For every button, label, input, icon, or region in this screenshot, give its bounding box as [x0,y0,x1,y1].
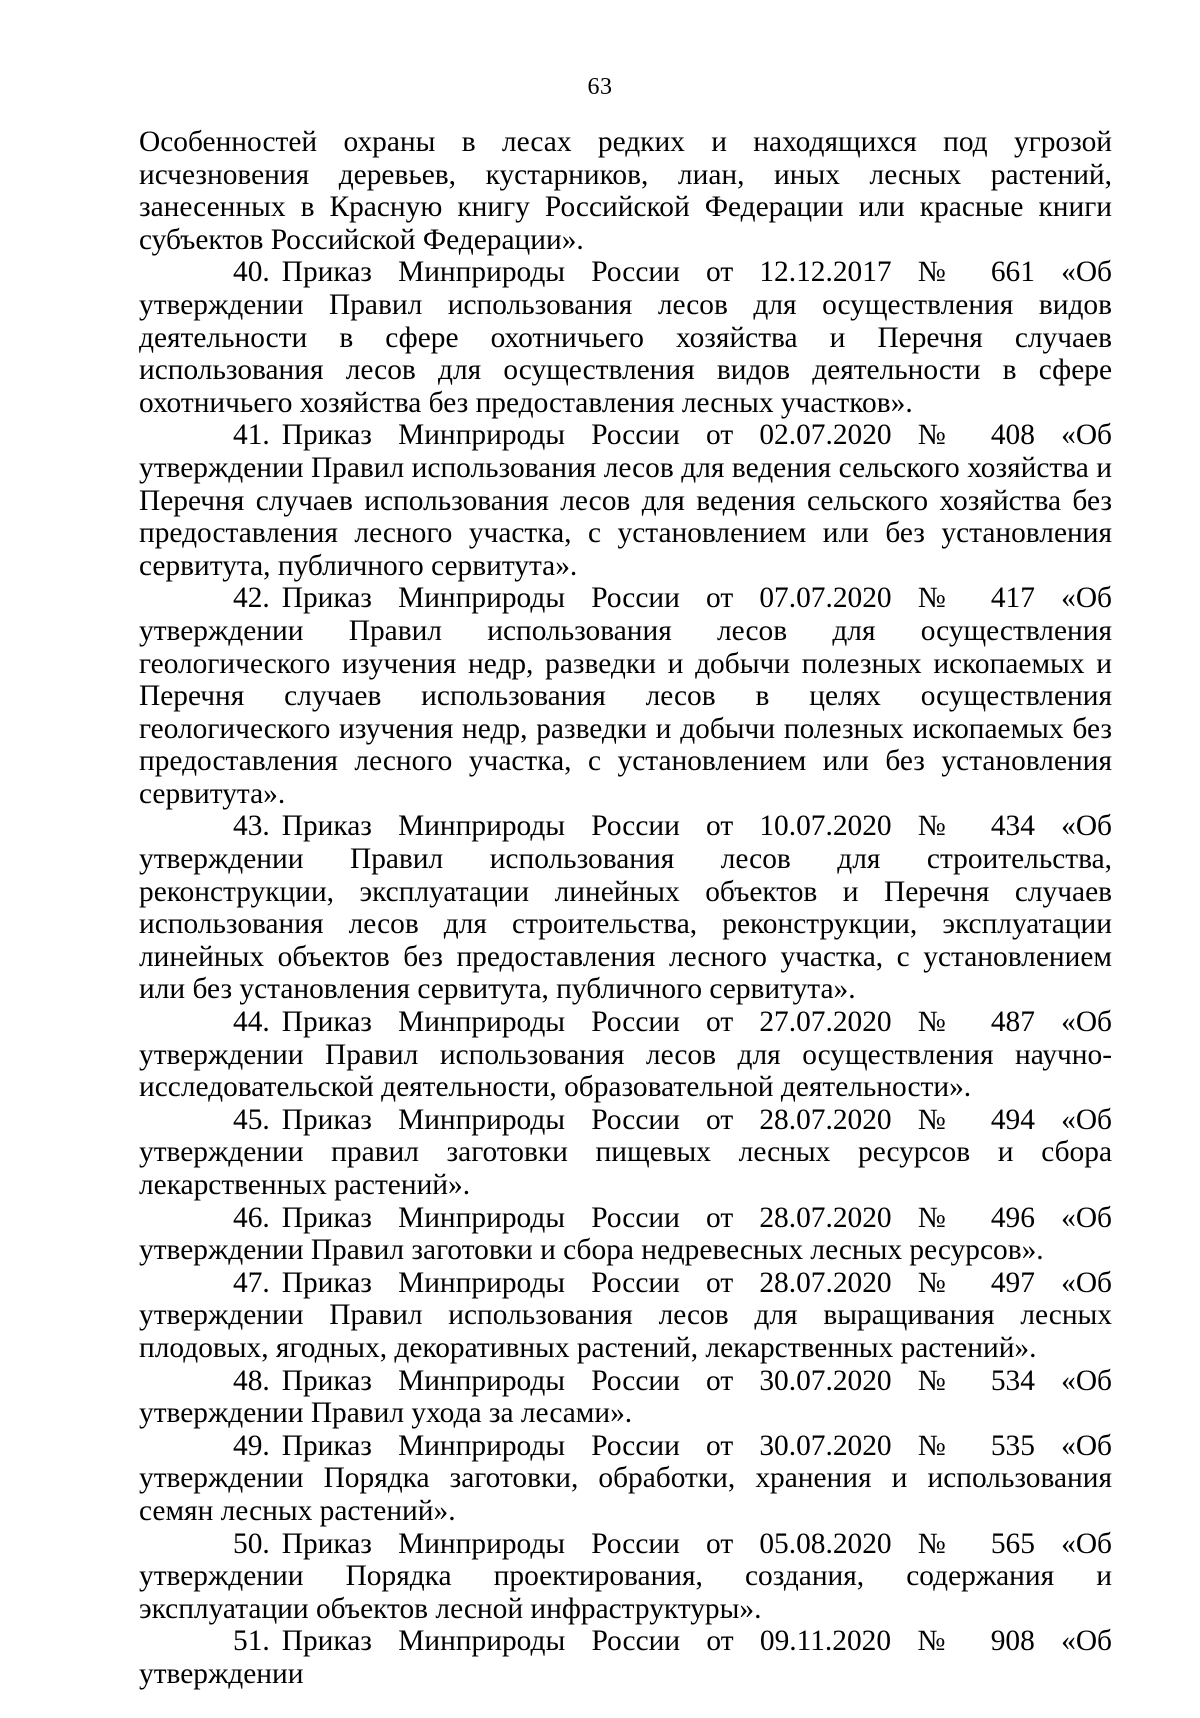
list-item-number: 41. [233,419,270,452]
list-item-text: Приказ Минприроды России от 27.07.2020 № 487 «Об утверждении Правил использования лесов для осуществления научно-исследовательской деятельности, образовательной деятельности». [139,1006,1112,1104]
list-item-number: 43. [233,810,270,843]
intro-paragraph: Особенностей охраны в лесах редких и находящихся под угрозой исчезновения деревьев, кустарников, лиан, иных лесных растений, занесенных в Красную книгу Российской Федерации или красные книги субъектов Российской Федерации». [139,126,1112,256]
list-item-text: Приказ Минприроды России от 02.07.2020 № 408 «Об утверждении Правил использования лесов для ведения сельского хозяйства и Перечня случаев использования лесов для ведения сельского хозяйства без предоставления лесного участка, с установлением или без установления сервитута, публичного сервитута». [139,419,1112,582]
list-item-text: Приказ Минприроды России от 09.11.2020 № 908 «Об утверждении [139,1625,1112,1690]
list-item-47 [139,1267,1112,1365]
list-item-number: 48. [233,1364,270,1397]
list-item-number: 47. [233,1266,270,1299]
list-item-51 [139,1625,1112,1690]
list-item-text: Приказ Минприроды России от 30.07.2020 № 535 «Об утверждении Порядка заготовки, обработки, хранения и использования семян лесных растений». [139,1429,1112,1527]
list-item-number: 45. [233,1103,270,1136]
list-item-42 [139,582,1112,810]
document-body [139,126,1112,1691]
list-item-48 [139,1365,1112,1430]
list-item-number: 50. [233,1527,270,1560]
list-item-43 [139,810,1112,1006]
list-item-40 [139,256,1112,419]
list-item-text: Приказ Минприроды России от 07.07.2020 № 417 «Об утверждении Правил использования лесов для осуществления геологического изучения недр, разведки и добычи полезных ископаемых и Перечня случаев использования лесов в целях осуществления геологического изучения недр, разведки и добычи полезных ископаемых без предоставления лесного участка, с установлением или без установления сервитута». [139,582,1112,810]
list-item-number: 44. [233,1006,270,1039]
list-item-text: Приказ Минприроды России от 28.07.2020 № 497 «Об утверждении Правил использования лесов для выращивания лесных плодовых, ягодных, декоративных растений, лекарственных растений». [139,1266,1112,1364]
list-item-text: Приказ Минприроды России от 05.08.2020 № 565 «Об утверждении Порядка проектирования, создания, содержания и эксплуатации объектов лесной инфраструктуры». [139,1527,1112,1625]
list-item-number: 49. [233,1429,270,1462]
list-item-41 [139,419,1112,582]
list-item-number: 51. [233,1625,270,1658]
list-item-46 [139,1202,1112,1267]
list-item-number: 46. [233,1201,270,1234]
list-item-text: Приказ Минприроды России от 12.12.2017 № 661 «Об утверждении Правил использования лесов для осуществления видов деятельности в сфере охотничьего хозяйства и Перечня случаев использования лесов для осуществления видов деятельности в сфере охотничьего хозяйства без предоставления лесных участков». [139,256,1112,419]
list-item-49 [139,1430,1112,1528]
list-item-44 [139,1006,1112,1104]
list-item-number: 42. [233,582,270,615]
list-item-text: Приказ Минприроды России от 10.07.2020 № 434 «Об утверждении Правил использования лесов для строительства, реконструкции, эксплуатации линейных объектов и Перечня случаев использования лесов для строительства, реконструкции, эксплуатации линейных объектов без предоставления лесного участка, с установлением или без установления сервитута, публичного сервитута». [139,810,1112,1006]
list-item-text: Приказ Минприроды России от 28.07.2020 № 494 «Об утверждении правил заготовки пищевых лесных ресурсов и сбора лекарственных растений». [139,1103,1112,1201]
list-item-text: Приказ Минприроды России от 30.07.2020 № 534 «Об утверждении Правил ухода за лесами». [139,1364,1112,1430]
list-item-number: 40. [233,256,270,289]
list-item-text: Приказ Минприроды России от 28.07.2020 № 496 «Об утверждении Правил заготовки и сбора недревесных лесных ресурсов». [139,1201,1112,1267]
page-number: 63 [587,74,613,100]
list-item-45 [139,1104,1112,1202]
list-item-50 [139,1528,1112,1626]
